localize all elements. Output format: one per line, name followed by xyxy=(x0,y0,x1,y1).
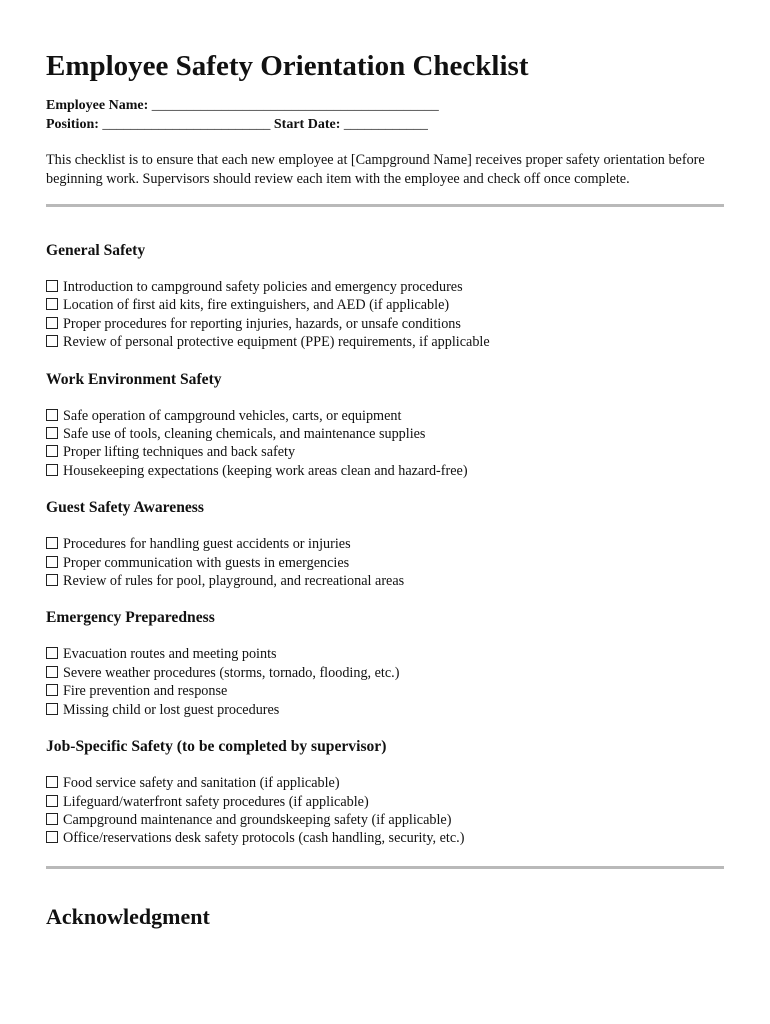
checkbox-icon[interactable] xyxy=(46,831,58,843)
checkbox-icon[interactable] xyxy=(46,666,58,678)
checkbox-icon[interactable] xyxy=(46,427,58,439)
checklist-item-text: Severe weather procedures (storms, tornado, flooding, etc.) xyxy=(63,664,400,681)
section-work-environment-safety xyxy=(46,370,724,481)
checklist-item-text: Office/reservations desk safety protocols (cash handling, security, etc.) xyxy=(63,830,465,847)
checklist-item-text: Location of first aid kits, fire extinguishers, and AED (if applicable) xyxy=(63,297,450,314)
checklist-item-text: Fire prevention and response xyxy=(63,683,228,700)
employee-name-label: Employee Name: xyxy=(46,98,149,113)
checklist xyxy=(46,278,724,352)
section-heading: Job-Specific Safety (to be completed by supervisor) xyxy=(46,738,387,756)
checkbox-icon[interactable] xyxy=(46,335,58,347)
section-general-safety xyxy=(46,241,724,352)
checklist xyxy=(46,645,724,719)
checklist-item xyxy=(46,315,724,333)
checkbox-icon[interactable] xyxy=(46,647,58,659)
checklist-item-text: Lifeguard/waterfront safety procedures (if applicable) xyxy=(63,793,369,810)
checkbox-icon[interactable] xyxy=(46,537,58,549)
checklist-item xyxy=(46,554,724,572)
checkbox-icon[interactable] xyxy=(46,317,58,329)
section-emergency-preparedness xyxy=(46,608,724,719)
checklist-item-text: Food service safety and sanitation (if applicable) xyxy=(63,775,340,792)
checkbox-icon[interactable] xyxy=(46,556,58,568)
checkbox-icon[interactable] xyxy=(46,409,58,421)
checklist-item xyxy=(46,333,724,351)
checkbox-icon[interactable] xyxy=(46,795,58,807)
checkbox-icon[interactable] xyxy=(46,813,58,825)
section-heading: Guest Safety Awareness xyxy=(46,499,204,517)
checklist-item-text: Evacuation routes and meeting points xyxy=(63,646,277,663)
checklist-item-text: Introduction to campground safety policies and emergency procedures xyxy=(63,279,463,295)
checklist-item xyxy=(46,793,724,811)
position-blank[interactable]: ________________________ xyxy=(102,116,271,132)
checklist-item xyxy=(46,407,724,425)
checklist-item xyxy=(46,682,724,700)
employee-name-line xyxy=(46,97,724,116)
checklist-item xyxy=(46,701,724,719)
checklist-item xyxy=(46,462,724,480)
checklist-item xyxy=(46,425,724,443)
checklist-item xyxy=(46,774,724,792)
checklist-item-text: Review of rules for pool, playground, and recreational areas xyxy=(63,573,405,590)
checklist-item-text: Proper lifting techniques and back safety xyxy=(63,444,296,461)
checklist xyxy=(46,535,724,590)
start-date-blank[interactable]: ____________ xyxy=(343,116,428,132)
acknowledgment-heading: Acknowledgment xyxy=(46,903,210,929)
checkbox-icon[interactable] xyxy=(46,298,58,310)
employee-info-fields xyxy=(46,97,724,134)
checklist-item xyxy=(46,829,724,847)
document-title: Employee Safety Orientation Checklist xyxy=(46,50,529,82)
position-label: Position: xyxy=(46,116,99,132)
checkbox-icon[interactable] xyxy=(46,703,58,715)
checklist-item-text: Housekeeping expectations (keeping work areas clean and hazard-free) xyxy=(63,462,468,479)
checkbox-icon[interactable] xyxy=(46,445,58,457)
checklist-item-text: Safe operation of campground vehicles, carts, or equipment xyxy=(63,407,402,424)
checkbox-icon[interactable] xyxy=(46,574,58,586)
checklist-item xyxy=(46,278,724,296)
checkbox-icon[interactable] xyxy=(46,464,58,476)
section-guest-safety-awareness xyxy=(46,498,724,590)
checklist-item-text: Missing child or lost guest procedures xyxy=(63,701,280,718)
section-job-specific-safety xyxy=(46,737,724,848)
section-heading: Work Environment Safety xyxy=(46,370,222,388)
checklist-item-text: Proper procedures for reporting injuries, hazards, or unsafe conditions xyxy=(63,315,461,332)
employee-name-blank[interactable]: _________________________________________ xyxy=(151,98,439,113)
checkbox-icon[interactable] xyxy=(46,684,58,696)
checklist-item xyxy=(46,572,724,590)
checklist-item-text: Review of personal protective equipment (PPE) requirements, if applicable xyxy=(63,334,490,351)
checklist-item-text: Campground maintenance and groundskeeping safety (if applicable) xyxy=(63,811,452,828)
section-divider xyxy=(46,866,724,869)
checklist xyxy=(46,407,724,481)
section-divider xyxy=(46,204,724,207)
section-heading: Emergency Preparedness xyxy=(46,609,215,627)
checkbox-icon[interactable] xyxy=(46,776,58,788)
checklist xyxy=(46,774,724,848)
checklist-item xyxy=(46,443,724,461)
checklist-item-text: Proper communication with guests in emergencies xyxy=(63,554,350,571)
start-date-label: Start Date: xyxy=(273,116,341,132)
checklist-item xyxy=(46,664,724,682)
section-heading: General Safety xyxy=(46,242,146,259)
checklist-item xyxy=(46,296,724,314)
intro-paragraph: This checklist is to ensure that each new employee at [Campground Name] receives proper safety orientation before beginning work. Supervisors should review each item with the employee and check off once complete. xyxy=(46,152,705,187)
checkbox-icon[interactable] xyxy=(46,280,58,292)
checklist-item xyxy=(46,535,724,553)
position-line xyxy=(46,116,724,135)
checklist-item xyxy=(46,811,724,829)
checklist-item-text: Procedures for handling guest accidents or injuries xyxy=(63,536,351,553)
checklist-item-text: Safe use of tools, cleaning chemicals, and maintenance supplies xyxy=(63,426,426,443)
checklist-item xyxy=(46,645,724,663)
